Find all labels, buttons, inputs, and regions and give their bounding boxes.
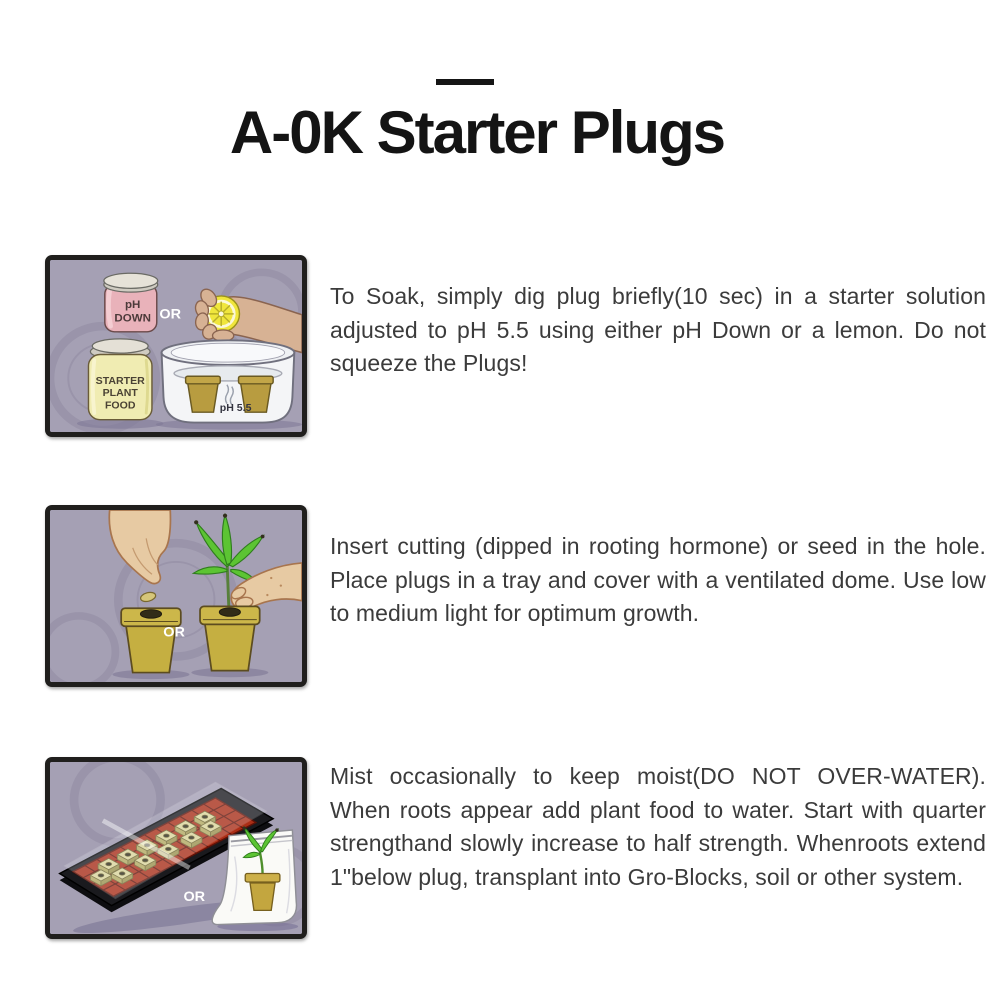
title-divider-rule [436,79,494,85]
insert-illustration [50,510,302,682]
plant-food-jar-icon [88,339,151,420]
soaking-bowl-icon [162,340,295,422]
insert-illustration-panel [45,505,307,687]
food-jar-label-3: FOOD [104,400,136,412]
or-label: OR [163,624,185,641]
soak-illustration-panel [45,255,307,437]
soak-illustration [50,260,302,432]
ph-down-label: pH [125,299,141,312]
insert-instruction-text: Insert cutting (dipped in rooting hormone) or seed in the hole. Place plugs in a tray and cover with a ventilated dome. Use low to medium light for optimum growth. [330,533,986,626]
food-jar-label-1: STARTER [95,375,145,387]
ph-level-label: pH 5.5 [219,403,252,415]
or-label: OR [159,306,182,323]
mist-instruction-text: Mist occasionally to keep moist(DO NOT OVER-WATER). When roots appear add plant food to water. Start with quarter strengthand slowly increase to half strength. Whenroots extend 1"below plug, transplant into Gro-Blocks, soil or other system. [330,763,986,890]
food-jar-label-2: PLANT [102,388,138,400]
soak-instruction-text: To Soak, simply dig plug briefly(10 sec) in a starter solution adjusted to pH 5.5 using either pH Down or a lemon. Do not squeeze the Plugs! [330,283,986,376]
ph-down-jar-icon [104,273,158,332]
mist-illustration-panel [45,757,307,939]
page-title: A-0K Starter Plugs [229,99,725,166]
mist-illustration [50,762,302,934]
ph-down-label-2: DOWN [114,312,151,325]
plug-in-water-icon [186,376,221,412]
or-label: OR [183,889,206,905]
